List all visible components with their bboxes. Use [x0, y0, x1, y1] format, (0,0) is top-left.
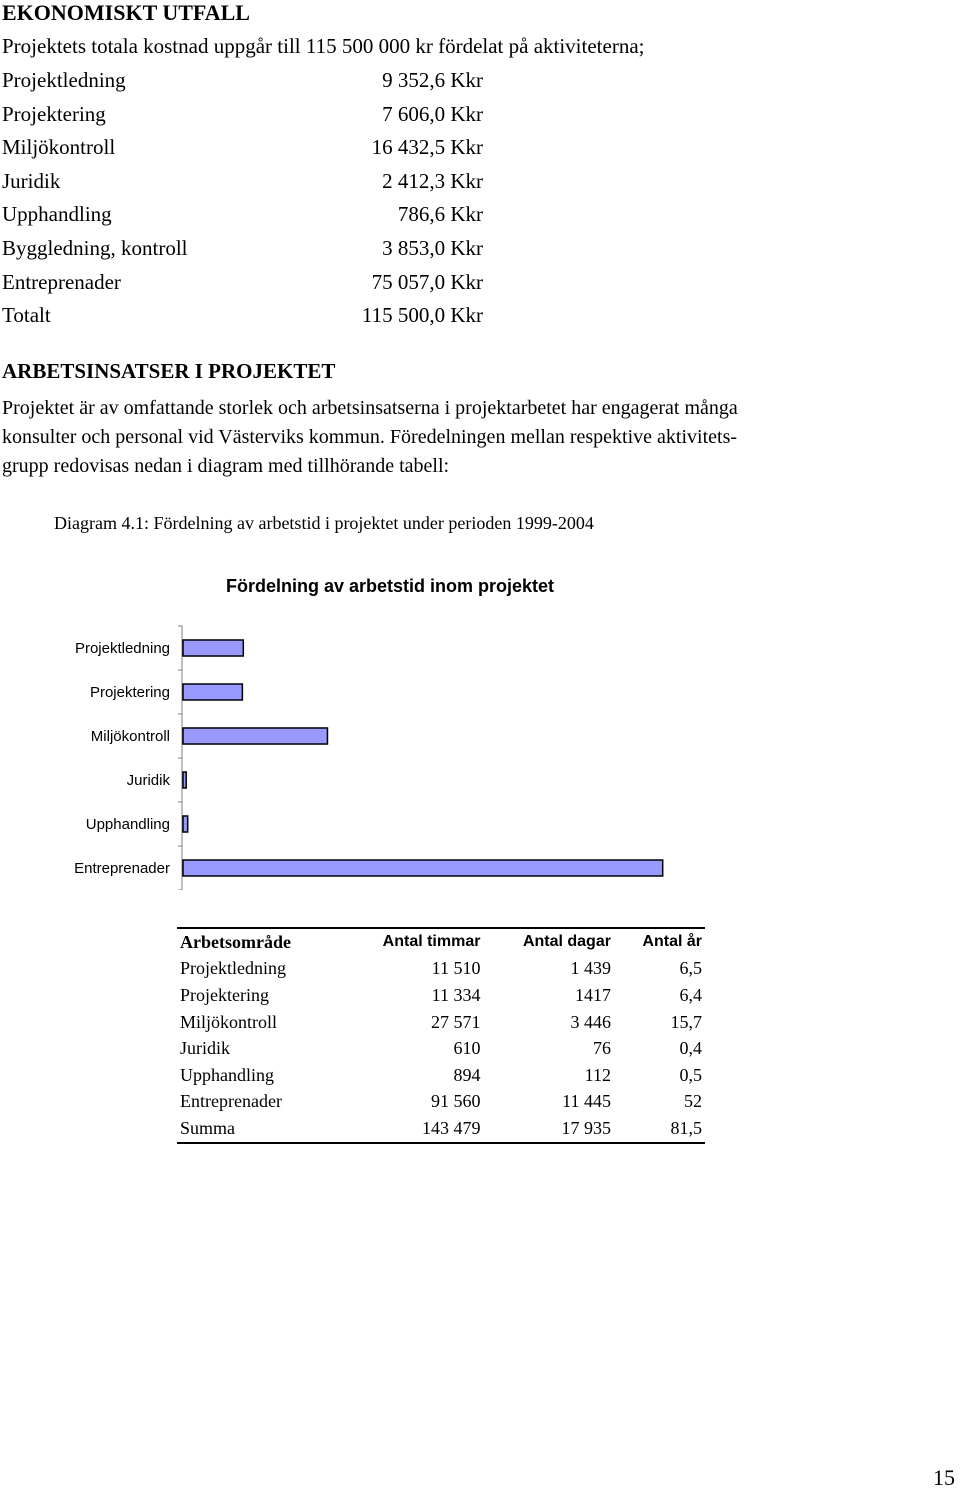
cost-value: 7 606,0 Kkr	[382, 102, 483, 126]
category-label: Juridik	[126, 772, 170, 789]
table-cell: 143 479	[339, 1115, 483, 1143]
table-cell: 0,4	[679, 1038, 702, 1059]
bar-projektering	[183, 684, 242, 700]
cost-name-total: Totalt	[2, 303, 51, 327]
section-title-ekonomiskt-utfall: EKONOMISKT UTFALL	[2, 0, 250, 25]
col-header-days: Antal dagar	[483, 928, 614, 956]
table-cell: 27 571	[430, 1011, 481, 1032]
section-body-text	[2, 394, 960, 481]
table-row	[177, 956, 705, 983]
cost-value: 16 432,5 Kkr	[371, 135, 483, 159]
col-header-years: Antal år	[614, 928, 705, 956]
cost-name: Entreprenader	[2, 270, 121, 294]
body-line: Projektet är av omfattande storlek och arbetsinsatserna i projektarbetet har engagerat många	[2, 397, 738, 419]
cost-value-total: 115 500,0 Kkr	[361, 303, 483, 327]
cost-value: 2 412,3 Kkr	[382, 169, 483, 193]
table-cell: 1417	[574, 984, 611, 1005]
page-number: 15	[933, 1465, 955, 1490]
cost-value: 75 057,0 Kkr	[371, 270, 483, 294]
cost-value: 9 352,6 Kkr	[382, 68, 483, 92]
bar-juridik	[183, 772, 186, 788]
table-cell: Summa	[177, 1115, 339, 1143]
cost-name: Upphandling	[2, 202, 112, 226]
table-cell: 0,5	[679, 1064, 702, 1085]
cost-value: 3 853,0 Kkr	[382, 236, 483, 260]
table-cell: 52	[684, 1091, 702, 1112]
table-row	[177, 1009, 705, 1036]
chart-title: Fördelning av arbetstid inom projektet	[226, 576, 555, 596]
table-cell: Projektledning	[180, 958, 286, 979]
table-cell: 11 334	[431, 984, 481, 1005]
table-cell: Juridik	[180, 1038, 231, 1059]
cost-value: 786,6 Kkr	[397, 202, 483, 226]
body-line: konsulter och personal vid Västerviks kommun. Föredelningen mellan respektive aktivitets-	[2, 426, 738, 448]
category-label: Projektering	[89, 684, 170, 701]
table-cell: 91 560	[430, 1091, 481, 1112]
cost-name: Projektledning	[2, 68, 126, 92]
table-cell: Upphandling	[180, 1064, 274, 1085]
cost-name: Miljökontroll	[2, 135, 116, 159]
table-cell: 76	[592, 1038, 611, 1059]
cost-name: Juridik	[2, 169, 61, 193]
table-cell: 11 510	[431, 958, 481, 979]
work-distribution-table	[177, 927, 705, 1144]
bar-projektledning	[183, 640, 243, 656]
category-label: Upphandling	[85, 816, 170, 833]
table-cell: 17 935	[483, 1115, 614, 1143]
table-row	[177, 1089, 705, 1116]
cost-intro: Projektets totala kostnad uppgår till 115 500 000 kr fördelat på aktiviteterna;	[2, 34, 645, 58]
table-header-row	[177, 928, 705, 956]
table-cell: 894	[453, 1064, 481, 1085]
category-label: Miljökontroll	[90, 728, 170, 745]
table-row-sum	[177, 1115, 705, 1143]
table-cell: 15,7	[670, 1011, 702, 1032]
table-cell: Miljökontroll	[180, 1011, 278, 1032]
table-cell: 112	[584, 1064, 611, 1085]
body-line: grupp redovisas nedan i diagram med tillhörande tabell:	[2, 455, 450, 477]
bar-upphandling	[183, 816, 188, 832]
table-cell: Entreprenader	[180, 1091, 282, 1112]
cost-name: Byggledning, kontroll	[2, 236, 188, 260]
bar-entreprenader	[183, 860, 663, 876]
table-cell: 6,5	[679, 958, 702, 979]
table-cell: 81,5	[614, 1115, 705, 1143]
table-cell: 3 446	[570, 1011, 611, 1032]
table-row	[177, 1035, 705, 1062]
category-label: Entreprenader	[74, 860, 170, 877]
diagram-caption: Diagram 4.1: Fördelning av arbetstid i projektet under perioden 1999-2004	[54, 513, 594, 533]
table-cell: 6,4	[679, 984, 702, 1005]
bar-miljökontroll	[183, 728, 327, 744]
table-row	[177, 982, 705, 1009]
cost-name: Projektering	[2, 102, 106, 126]
col-header-area: Arbetsområde	[177, 928, 339, 956]
table-cell: 1 439	[570, 958, 611, 979]
table-cell: 610	[453, 1038, 481, 1059]
table-cell: 11 445	[562, 1091, 611, 1112]
bar-chart	[0, 620, 700, 890]
section-title-arbetsinsatser: ARBETSINSATSER I PROJEKTET	[2, 359, 336, 383]
category-label: Projektledning	[74, 640, 170, 657]
table-cell: Projektering	[180, 984, 269, 1005]
col-header-hours: Antal timmar	[339, 928, 483, 956]
table-row	[177, 1062, 705, 1089]
